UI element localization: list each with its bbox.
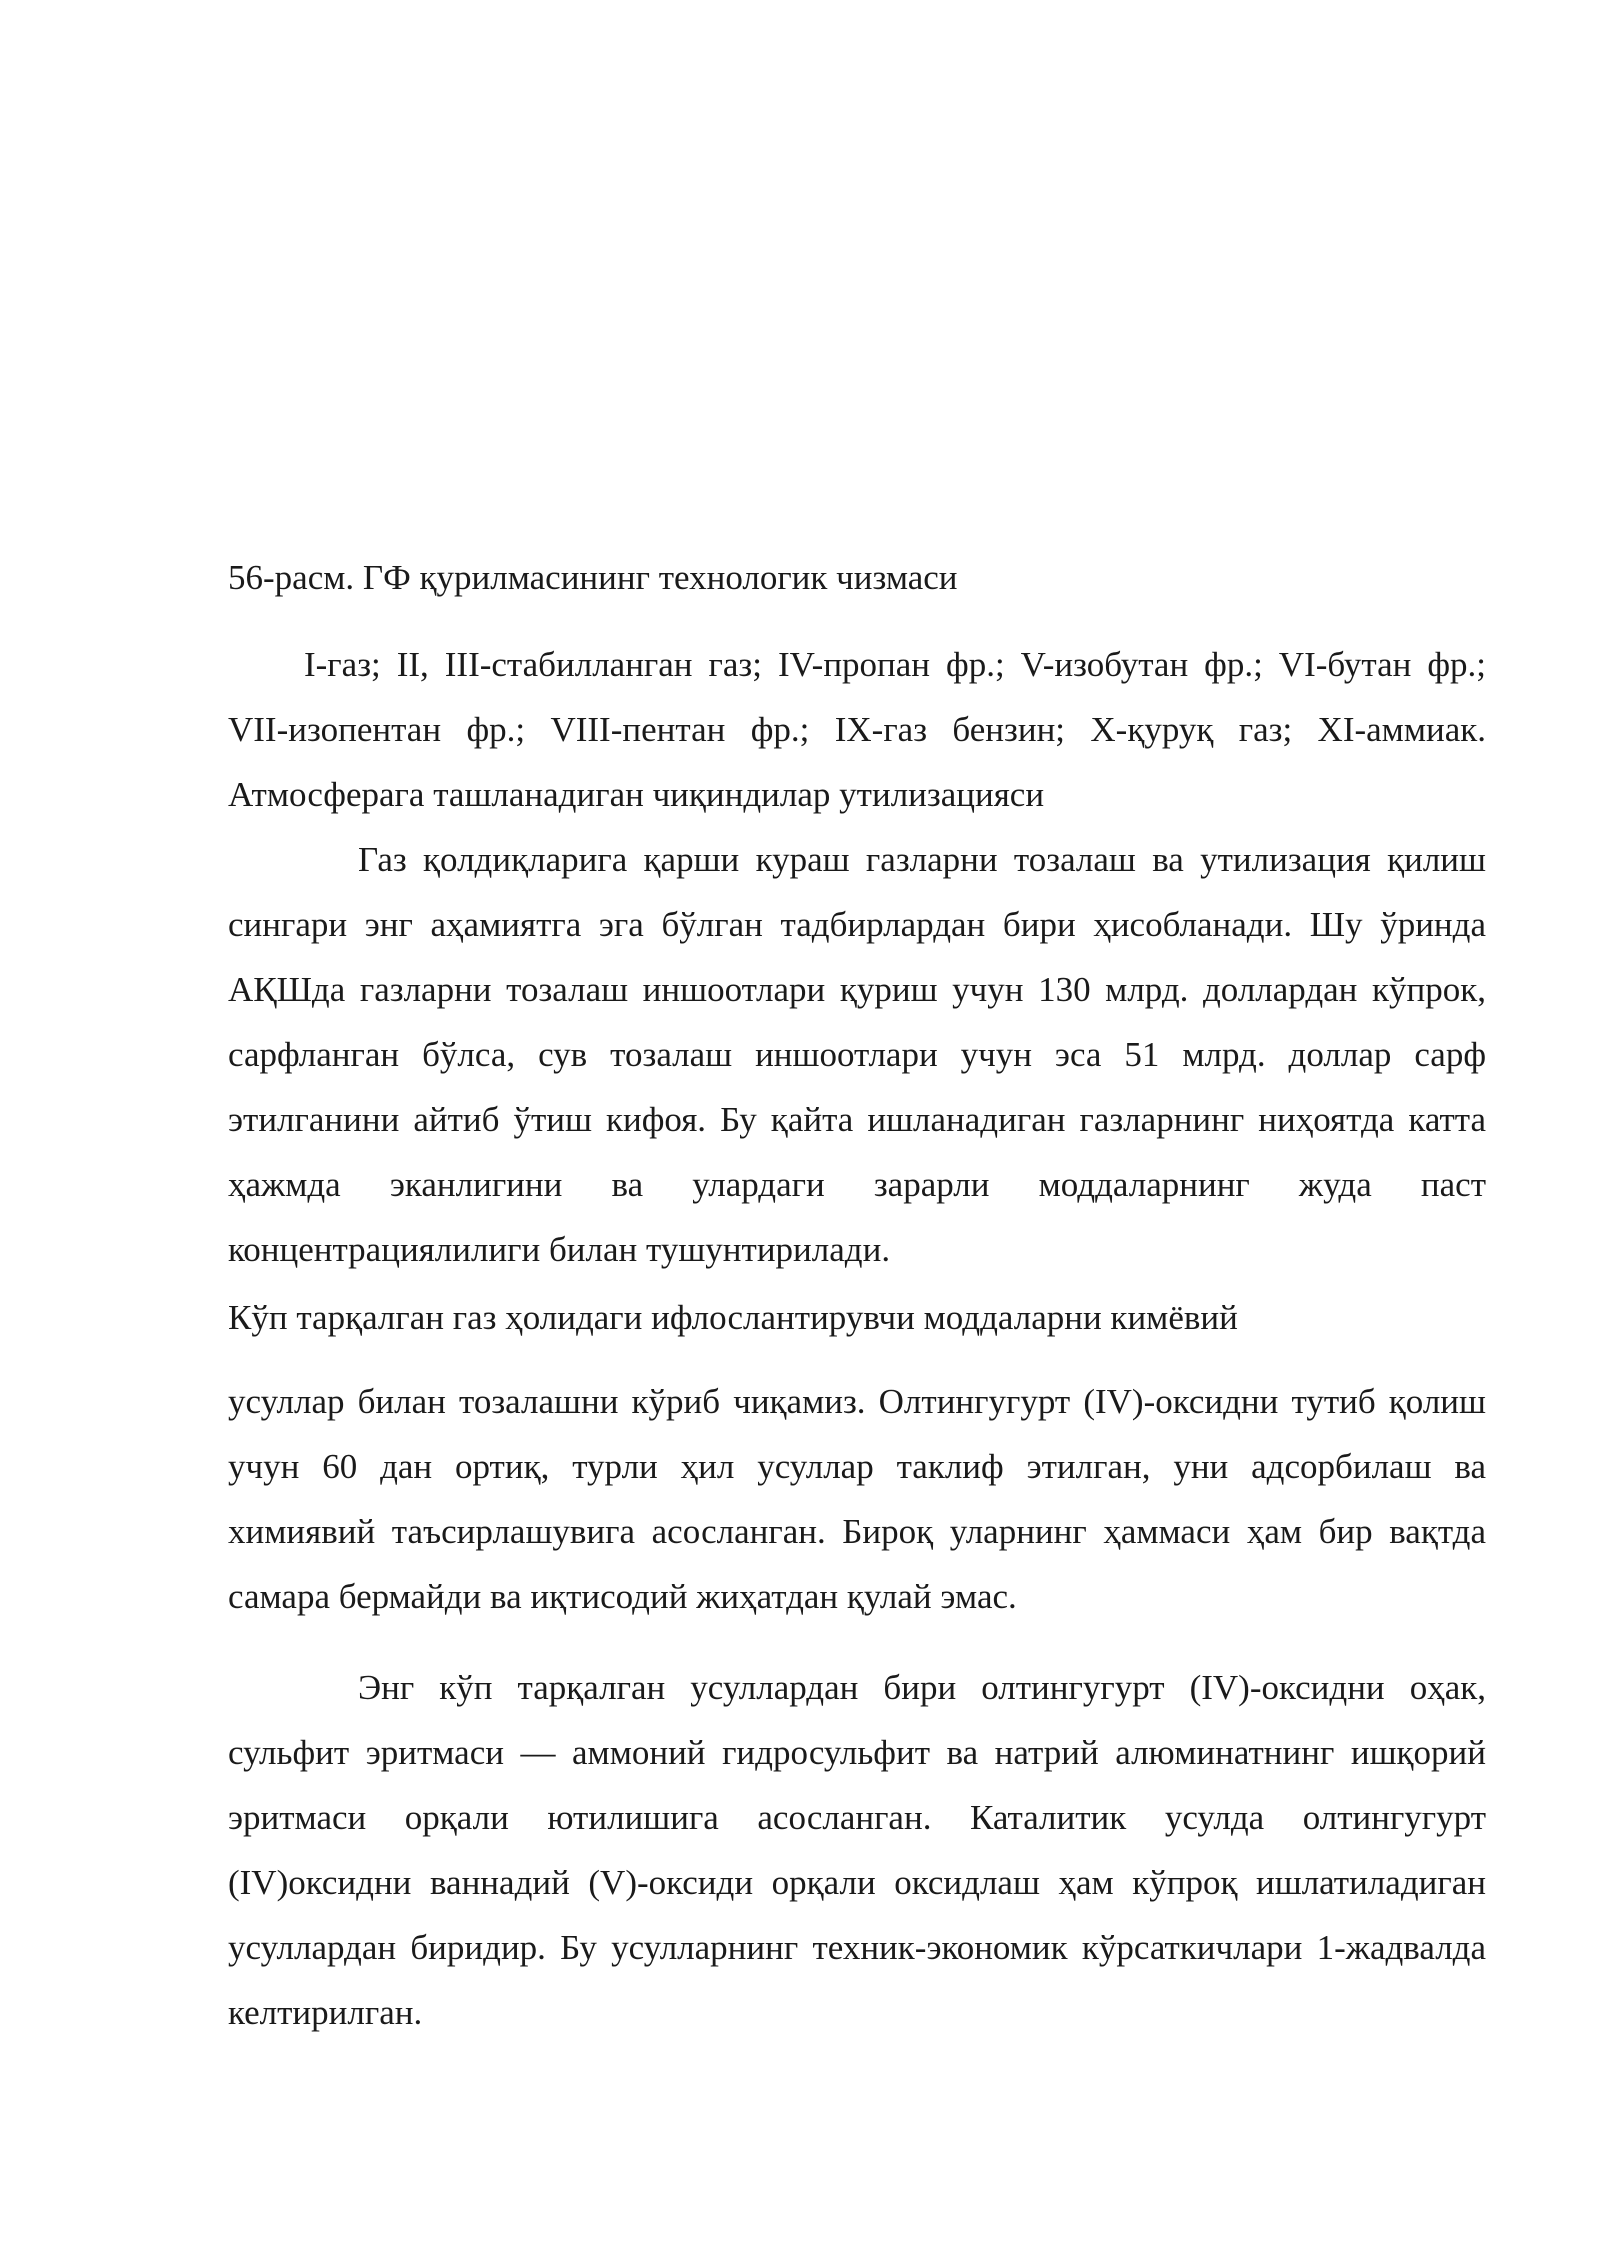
body-paragraph-3: усуллар билан тозалашни кўриб чиқамиз. Олтингугурт (IV)-оксидни тутиб қолиш учун 60 дан ортиқ, турли ҳил усуллар таклиф этилган, уни адсорбилаш ва химиявий таъсирлашувига асосланган. Бироқ уларнинг ҳаммаси ҳам бир вақтда самара бермайди ва иқтисодий жиҳатдан қулай эмас.: [228, 1382, 1486, 1616]
figure-caption: 56-расм. ГФ қурилмасининг технологик чизмаси: [228, 558, 958, 597]
body-paragraph-4: Энг кўп тарқалган усуллардан бири олтингугурт (IV)-оксидни оҳак, сульфит эритмаси — аммоний гидросульфит ва натрий алюминатнинг ишқорий эритмаси орқали ютилишига асосланган. Каталитик усулда олтингугурт (IV)оксидни ваннадий (V)-оксиди орқали оксидлаш ҳам кўпроқ ишлатиладиган усуллардан биридир. Бу усулларнинг техник-экономик кўрсаткичлари 1-жадвалда келтирилган.: [228, 1668, 1486, 2032]
figure-legend: [228, 632, 1486, 827]
body-paragraph-2: Кўп тарқалган газ ҳолидаги ифлослантирувчи моддаларни кимёвий: [228, 1298, 1238, 1337]
body-paragraph-1: Газ қолдиқларига қарши кураш газларни тозалаш ва утилизация қилиш сингари энг аҳамиятга эга бўлган тадбирлардан бири ҳисобланади. Шу ўринда АҚШда газларни тозалаш иншоотлари қуриш учун 130 млрд. доллардан кўпрок, сарфланган бўлса, сув тозалаш иншоотлари учун эса 51 млрд. доллар сарф этилганини айтиб ўтиш кифоя. Бу қайта ишланадиган газларнинг ниҳоятда катта ҳажмда эканлигини ва улардаги зарарли моддаларнинг жуда паст концентрациялилиги билан тушунтирилади.: [228, 840, 1486, 1269]
figure-legend-text: I-газ; II, III-стабилланган газ; IV-пропан фр.; V-изобутан фр.; VI-бутан фр.; VII-изопентан фр.; VIII-пентан фр.; IX-газ бензин; X-қуруқ газ; XI-аммиак. Атмосферага ташланадиган чиқиндилар утилизацияси: [228, 645, 1486, 814]
